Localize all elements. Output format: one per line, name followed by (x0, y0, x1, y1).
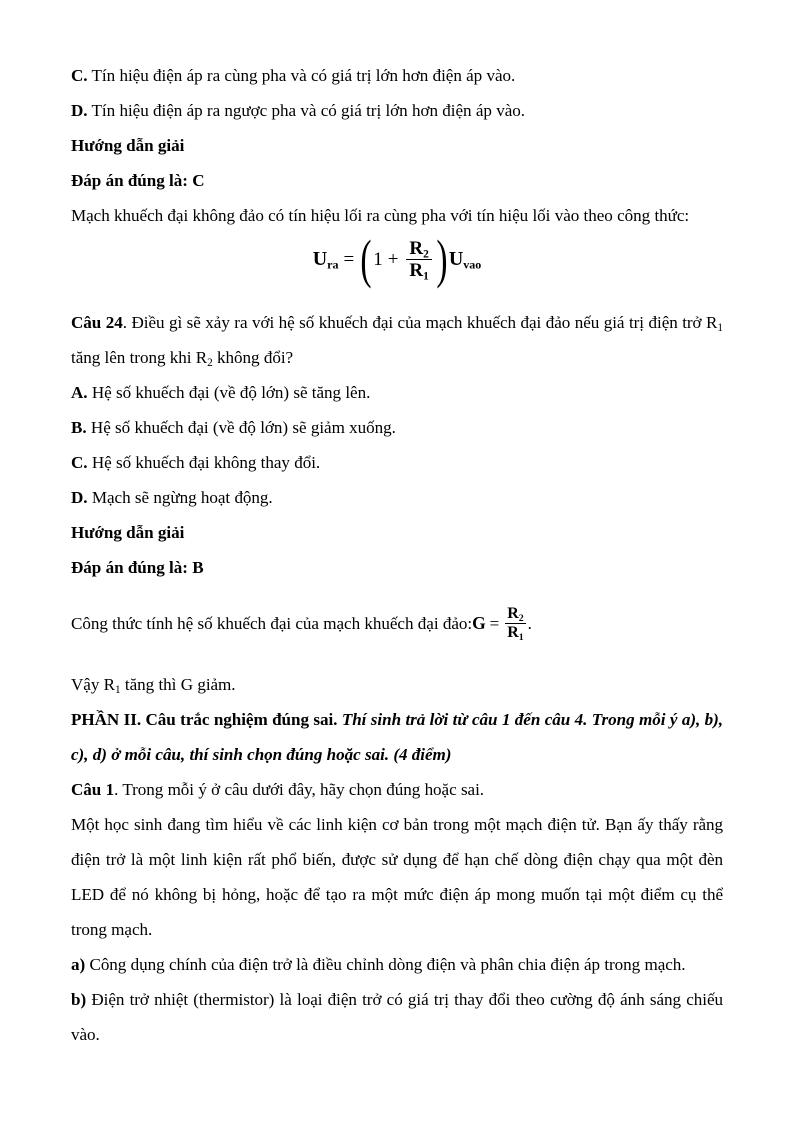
document-body (71, 58, 723, 1052)
inline-formula-period: . (527, 613, 532, 633)
part-two-bold-prefix: PHẦN II. Câu trắc nghiệm đúng sai. (71, 710, 338, 729)
question-1-stem (71, 772, 723, 807)
guide-heading-2: Hướng dẫn giải (71, 523, 185, 542)
answer-line-2: Đáp án đúng là: B (71, 558, 204, 577)
part-two-italic-instruction: Thí sinh trả lời từ câu 1 đến câu 4. Trong mỗi ý a), b), c), d) ở mỗi câu, thí sinh chọn đúng hoặc sai. (4 điểm) (71, 710, 723, 764)
formula-open-paren: ( (360, 229, 372, 290)
question-24-option-d-label: D. (71, 488, 88, 507)
conclusion-part-2: tăng thì G giảm. (120, 675, 236, 694)
question-24-text-part-2: tăng lên trong khi R (71, 348, 208, 367)
question-24-option-c-text: Hệ số khuếch đại không thay đổi. (87, 453, 321, 472)
question-24-option-c (71, 445, 723, 480)
question-24-text-part-3: không đổi? (212, 348, 294, 367)
inline-fraction-denominator: $R_1$ (507, 623, 524, 643)
question-1-subitem-b (71, 982, 723, 1052)
conclusion-line (71, 667, 723, 702)
question-1-subitem-a-text: Công dụng chính của điện trở là điều chỉnh dòng điện và phân chia điện áp trong mạch. (85, 955, 686, 974)
question-24-option-a-text: Hệ số khuếch đại (về độ lớn) sẽ tăng lên. (87, 383, 371, 402)
display-formula-amplifier-gain (71, 229, 723, 305)
inline-fraction-numerator: $R_2$ (507, 604, 524, 624)
formula-lhs-variable: $U_{ra}$ (312, 248, 339, 272)
question-24-option-b (71, 410, 723, 445)
question-24-option-a (71, 375, 723, 410)
option-d-previous (71, 93, 723, 128)
formula-rhs-variable: $U_{vao}$ (448, 248, 482, 272)
question-24-stem (71, 305, 723, 375)
spacer-after-gain-formula (71, 649, 723, 667)
formula-fraction-denominator: $R_1$ (406, 259, 431, 280)
question-24-subscript-1: 1 (717, 322, 723, 335)
question-24-text-part-1: . Điều gì sẽ xảy ra với hệ số khuếch đại của mạch khuếch đại đảo nếu giá trị điện trở R (122, 313, 718, 332)
question-24-option-d (71, 480, 723, 515)
question-1-subitem-b-text: Điện trở nhiệt (thermistor) là loại điện trở có giá trị thay đổi theo cường độ ánh sáng chiếu vào. (71, 990, 723, 1044)
part-two-heading (71, 702, 723, 772)
explanation-paragraph-1: Mạch khuếch đại không đảo có tín hiệu lối ra cùng pha với tín hiệu lối vào theo công thức: (71, 206, 690, 225)
question-24-number: Câu 24 (71, 313, 123, 332)
gain-formula-prefix-text: Công thức tính hệ số khuếch đại của mạch khuếch đại đảo: (71, 613, 473, 633)
formula-equals-sign: = (343, 248, 355, 270)
formula-one: 1 (373, 248, 383, 270)
question-1-subitem-b-label: b) (71, 990, 87, 1009)
conclusion-part-1: Vậy R (71, 675, 116, 694)
question-1-scenario: Một học sinh đang tìm hiểu về các linh kiện cơ bản trong một mạch điện tử. Bạn ấy thấy rằng điện trở là một linh kiện rất phổ biến, được sử dụng để hạn chế dòng điện chạy qua một đèn LED để nó không bị hỏng, hoặc để tạo ra một mức điện áp mong muốn tại một điểm cụ thể trong mạch. (71, 815, 723, 939)
inline-fraction-r2-over-r1 (505, 606, 525, 641)
question-24-option-d-text: Mạch sẽ ngừng hoạt động. (87, 488, 273, 507)
guide-heading-1: Hướng dẫn giải (71, 136, 185, 155)
formula-fraction-r2-over-r1 (406, 239, 431, 281)
question-24-option-b-label: B. (71, 418, 87, 437)
formula-close-paren: ) (436, 229, 448, 290)
option-c-previous-text: Tín hiệu điện áp ra cùng pha và có giá trị lớn hơn điện áp vào. (87, 66, 516, 85)
question-1-subitem-a (71, 947, 723, 982)
spacer-before-gain-formula (71, 585, 723, 597)
formula-fraction-numerator: $R_2$ (409, 238, 429, 261)
formula-lhs-subscript: ra (327, 257, 339, 272)
question-24-option-b-text: Hệ số khuếch đại (về độ lớn) sẽ giảm xuống. (86, 418, 396, 437)
question-1-text: . Trong mỗi ý ở câu dưới đây, hãy chọn đúng hoặc sai. (114, 780, 485, 799)
question-24-option-a-label: A. (71, 383, 88, 402)
inline-formula-gain (472, 606, 532, 641)
option-c-previous-label: C. (71, 66, 88, 85)
question-24-option-c-label: C. (71, 453, 88, 472)
option-c-previous (71, 58, 723, 93)
option-d-previous-text: Tín hiệu điện áp ra ngược pha và có giá trị lớn hơn điện áp vào. (87, 101, 525, 120)
conclusion-subscript: 1 (115, 684, 121, 697)
option-d-previous-label: D. (71, 101, 88, 120)
question-1-subitem-a-label: a) (71, 955, 86, 974)
question-24-subscript-2: 2 (207, 357, 213, 370)
gain-formula-line (71, 597, 723, 649)
answer-line-1: Đáp án đúng là: C (71, 171, 205, 190)
formula-plus-sign: + (387, 248, 399, 270)
inline-formula-g-variable: G (472, 612, 486, 633)
inline-formula-equals-sign: = (489, 613, 500, 633)
question-1-number: Câu 1 (71, 780, 115, 799)
formula-expression (312, 229, 482, 290)
formula-rhs-subscript: vao (463, 257, 482, 272)
